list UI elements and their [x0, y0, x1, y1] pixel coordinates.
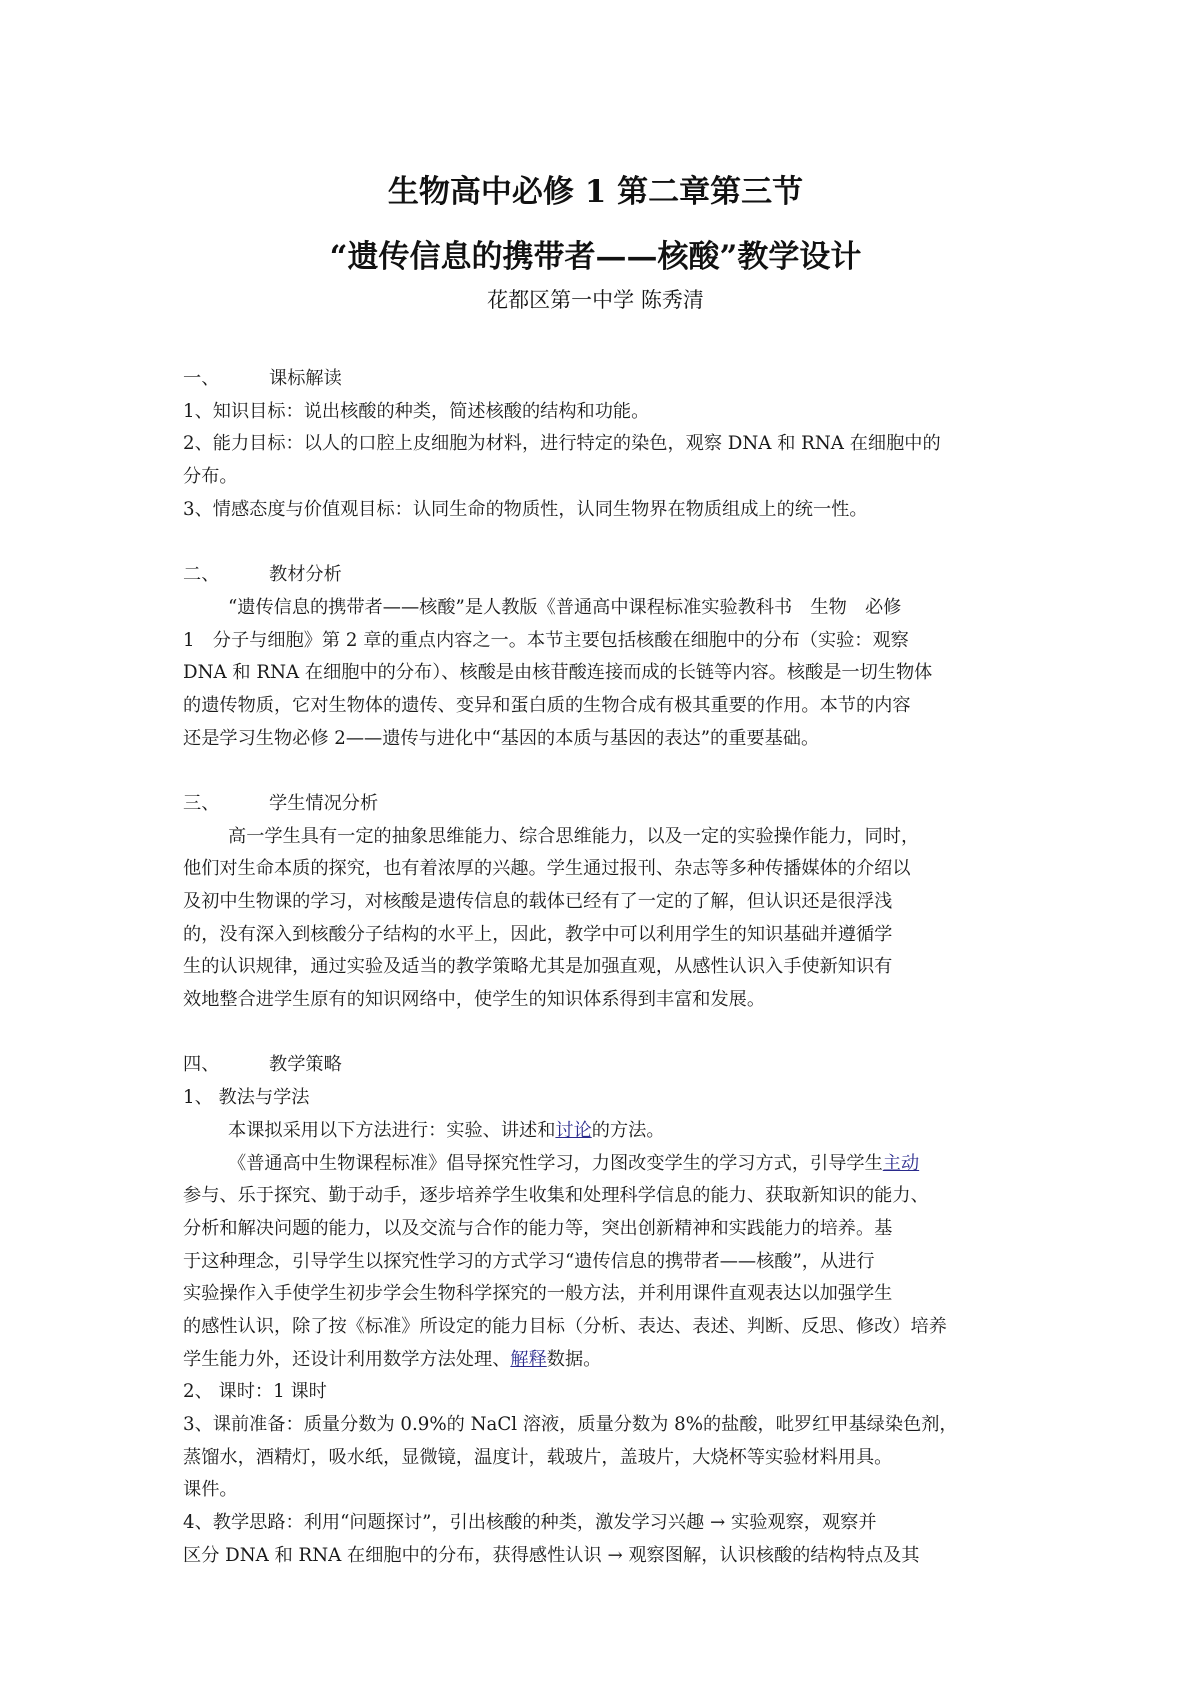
paragraph-line — [183, 1148, 1023, 1181]
text-span: 数据。 — [546, 1348, 602, 1370]
paragraph-line: 实验操作入手使学生初步学会生物科学探究的一般方法，并利用课件直观表达以加强学生 — [183, 1283, 893, 1305]
paragraph-line: 及初中生物课的学习，对核酸是遗传信息的载体已经有了一定的了解，但认识还是很浮浅 — [183, 891, 893, 912]
explain-link[interactable]: 解释 — [510, 1348, 547, 1370]
paragraph-line: 课件。 — [183, 1479, 238, 1501]
paragraph-line: 的，没有深入到核酸分子结构的水平上，因此，教学中可以利用学生的知识基础并遵循学 — [183, 923, 893, 945]
list-item-class-hours: 2、 课时：1 课时 — [183, 1381, 327, 1403]
section3-heading — [183, 788, 1023, 821]
text-span: 的方法。 — [591, 1119, 665, 1141]
paragraph-line: 区分 DNA 和 RNA 在细胞中的分布，获得感性认识 → 观察图解，认识核酸的结构特点及其 — [183, 1544, 920, 1566]
paragraph-line: 他们对生命本质的探究，也有着浓厚的兴趣。学生通过报刊、杂志等多种传播媒体的介绍以 — [183, 858, 911, 880]
paragraph-line: 的感性认识，除了按《标准》所设定的能力目标（分析、表达、表述、判断、反思、修改）培养 — [183, 1315, 947, 1337]
section2-heading — [183, 559, 1023, 592]
section4-number: 四、 — [183, 1054, 220, 1076]
paragraph-line: 参与、乐于探究、勤于动手，逐步培养学生收集和处理科学信息的能力、获取新知识的能力、 — [183, 1185, 929, 1207]
paragraph-line: 3、情感态度与价值观目标：认同生命的物质性，认同生物界在物质组成上的统一性。 — [183, 498, 868, 520]
paragraph-line: 分析和解决问题的能力，以及交流与合作的能力等，突出创新精神和实践能力的培养。基 — [183, 1217, 893, 1239]
paragraph-line: 的遗传物质，它对生物体的遗传、变异和蛋白质的生物合成有极其重要的作用。本节的内容 — [183, 694, 911, 716]
section1-number: 一、 — [183, 368, 220, 389]
section1-title: 课标解读 — [269, 368, 342, 389]
section3-title: 学生情况分析 — [269, 792, 379, 814]
section4-title: 教学策略 — [269, 1054, 342, 1076]
text-span: 本课拟采用以下方法进行：实验、讲述和 — [228, 1119, 556, 1141]
paragraph-line: 2、能力目标：以人的口腔上皮细胞为材料，进行特定的染色，观察 DNA 和 RNA 在细胞中的 — [183, 433, 941, 455]
document-title-line2: “遗传信息的携带者——核酸”教学设计 — [329, 239, 862, 275]
paragraph-line: 蒸馏水，酒精灯，吸水纸，显微镜，温度计，载玻片，盖玻片，大烧杯等实验材料用具。 — [183, 1446, 893, 1468]
paragraph-line: 1、知识目标：说出核酸的种类，简述核酸的结构和功能。 — [183, 400, 650, 422]
paragraph-line — [183, 1115, 1023, 1148]
discussion-link[interactable]: 讨论 — [555, 1119, 592, 1141]
paragraph-line: 分布。 — [183, 466, 238, 488]
subsection-title: 1、 教法与学法 — [183, 1087, 310, 1109]
paragraph-line: 还是学习生物必修 2——遗传与进化中“基因的本质与基因的表达”的重要基础。 — [183, 727, 820, 749]
paragraph-line: 于这种理念，引导学生以探究性学习的方式学习“遗传信息的携带者——核酸”，从进行 — [183, 1250, 875, 1272]
paragraph-line: DNA 和 RNA 在细胞中的分布）、核酸是由核苷酸连接而成的长链等内容。核酸是一切生物体 — [183, 662, 933, 684]
section1-heading — [183, 363, 1023, 396]
paragraph-line: “遗传信息的携带者——核酸”是人教版《普通高中课程标准实验教科书 生物 必修 — [228, 596, 902, 618]
text-span: 《普通高中生物课程标准》倡导探究性学习，力图改变学生的学习方式，引导学生 — [228, 1152, 883, 1174]
document-title-line1: 生物高中必修 1 第二章第三节 — [387, 174, 804, 210]
paragraph-line: 1 分子与细胞》第 2 章的重点内容之一。本节主要包括核酸在细胞中的分布（实验：观察 — [183, 629, 909, 651]
paragraph-line: 3、课前准备：质量分数为 0.9%的 NaCl 溶液，质量分数为 8%的盐酸，吡罗红甲基绿染色剂， — [183, 1414, 958, 1435]
paragraph-line: 生的认识规律，通过实验及适当的教学策略尤其是加强直观，从感性认识入手使新知识有 — [183, 956, 893, 978]
paragraph-line: 4、教学思路：利用“问题探讨”，引出核酸的种类，激发学习兴趣 → 实验观察，观察并 — [183, 1512, 877, 1534]
document-author: 花都区第一中学 陈秀清 — [487, 288, 704, 312]
document-body — [183, 363, 1023, 1572]
section3-number: 三、 — [183, 792, 220, 814]
paragraph-line: 高一学生具有一定的抽象思维能力、综合思维能力，以及一定的实验操作能力，同时， — [228, 825, 920, 847]
text-span: 学生能力外，还设计利用数学方法处理、 — [183, 1348, 511, 1370]
section2-title: 教材分析 — [269, 564, 342, 586]
initiative-link[interactable]: 主动 — [882, 1152, 920, 1174]
section4-heading — [183, 1049, 1023, 1082]
section2-number: 二、 — [183, 564, 220, 586]
paragraph-line — [183, 1344, 1023, 1377]
paragraph-line: 效地整合进学生原有的知识网络中，使学生的知识体系得到丰富和发展。 — [183, 989, 766, 1011]
